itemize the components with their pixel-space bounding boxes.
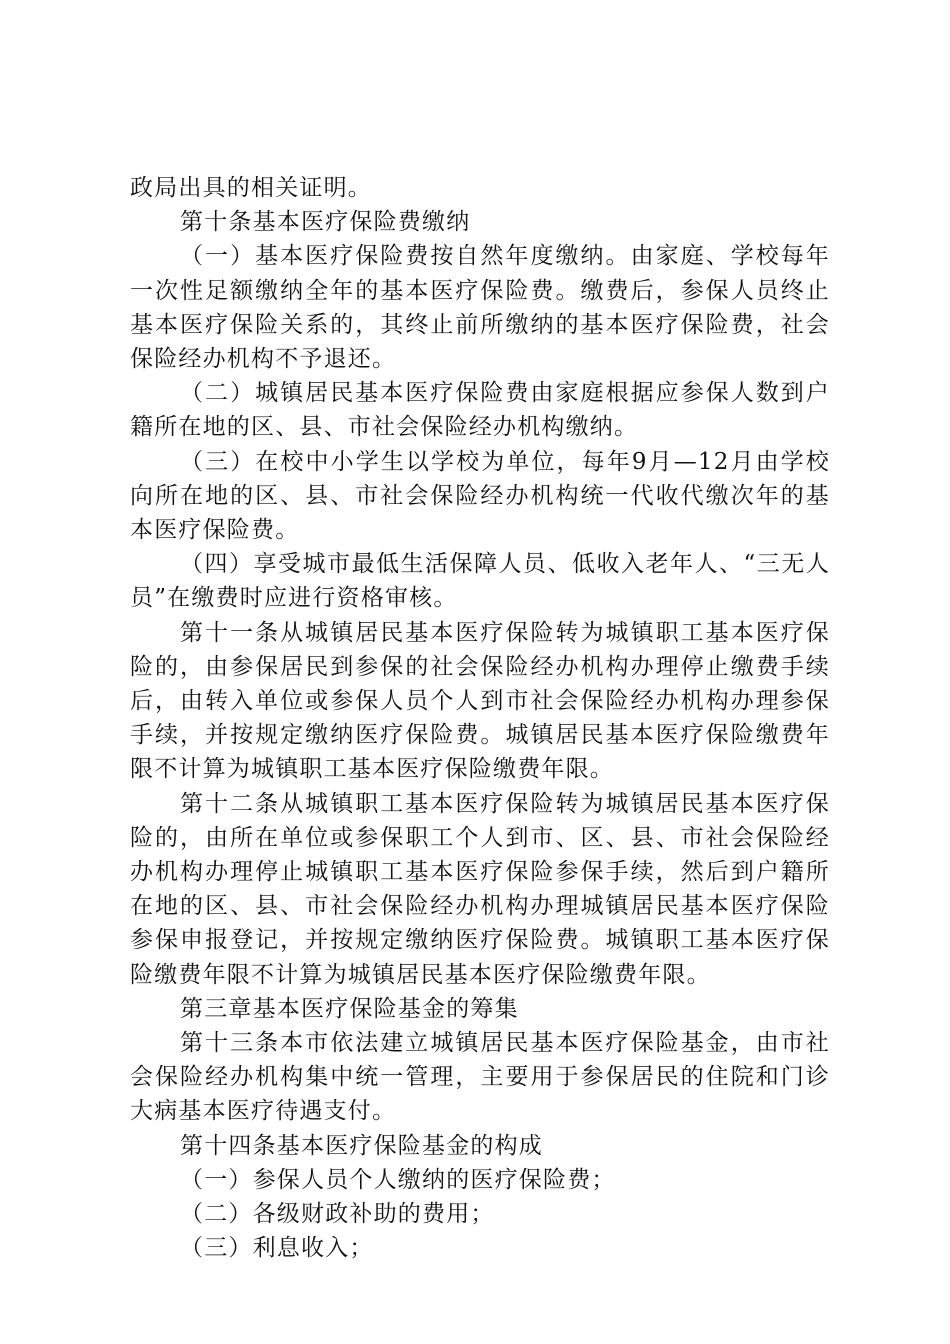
article-13: 第十三条本市依法建立城镇居民基本医疗保险基金，由市社会保险经办机构集中统一管理，主要用于参保居民的住院和门诊大病基本医疗待遇支付。 (130, 1030, 830, 1125)
article-14-item-3: （三）利息收入； (180, 1235, 374, 1262)
article-10-heading: 第十条基本医疗保险费缴纳 (180, 209, 471, 236)
paragraph-continuation: 政局出具的相关证明。 (130, 175, 372, 201)
article-14-item-1: （一）参保人员个人缴纳的医疗保险费； (180, 1166, 616, 1193)
article-14-item-2: （二）各级财政补助的费用； (180, 1201, 495, 1228)
chapter-3-heading: 第三章基本医疗保险基金的筹集 (180, 995, 519, 1022)
article-12: 第十二条从城镇职工基本医疗保险转为城镇居民基本医疗保险的，由所在单位或参保职工个人到市、区、县、市社会保险经办机构办理停止城镇职工基本医疗保险参保手续，然后到户籍所在地的区、县、市社会保险经办机构办理城镇居民基本医疗保险参保申报登记，并按规定缴纳医疗保险费。城镇职工基本医疗保险缴费年限不计算为城镇居民基本医疗保险缴费年限。 (130, 790, 830, 988)
document-body (130, 171, 830, 1266)
article-10-item-1: （一）基本医疗保险费按自然年度缴纳。由家庭、学校每年一次性足额缴纳全年的基本医疗保险费。缴费后，参保人员终止基本医疗保险关系的，其终止前所缴纳的基本医疗保险费，社会保险经办机构不予退还。 (130, 243, 830, 373)
article-10-item-4: （四）享受城市最低生活保障人员、低收入老年人、“三无人员”在缴费时应进行资格审核。 (130, 551, 830, 612)
article-10-item-2: （二）城镇居民基本医疗保险费由家庭根据应参保人数到户籍所在地的区、县、市社会保险经办机构缴纳。 (130, 380, 830, 441)
article-11: 第十一条从城镇居民基本医疗保险转为城镇职工基本医疗保险的，由参保居民到参保的社会保险经办机构办理停止缴费手续后，由转入单位或参保人员个人到市社会保险经办机构办理参保手续，并按规定缴纳医疗保险费。城镇居民基本医疗保险缴费年限不计算为城镇职工基本医疗保险缴费年限。 (130, 619, 830, 783)
article-14-heading: 第十四条基本医疗保险基金的构成 (180, 1132, 543, 1159)
article-10-item-3: （三）在校中小学生以学校为单位，每年9月—12月由学校向所在地的区、县、市社会保险经办机构统一代收代缴次年的基本医疗保险费。 (130, 448, 830, 544)
